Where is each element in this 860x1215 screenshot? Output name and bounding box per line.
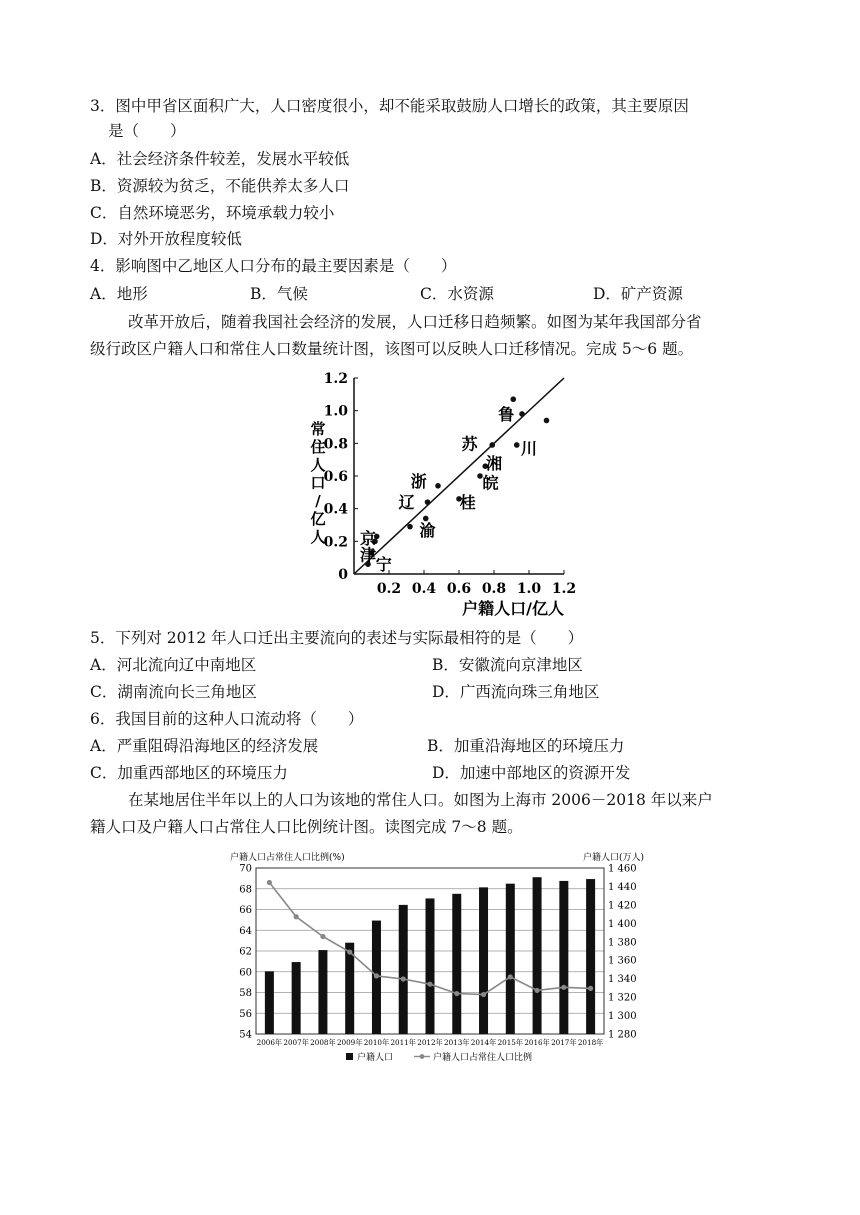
bar	[452, 894, 461, 1034]
y-axis-label: 亿	[310, 510, 326, 528]
y-axis-label: 人	[310, 456, 326, 474]
y-tick-label: 0.4	[323, 501, 348, 518]
right-tick-label: 1 460	[608, 863, 637, 875]
left-tick-label: 60	[239, 967, 252, 979]
data-point	[510, 396, 516, 402]
y-axis-label: 口	[310, 474, 326, 492]
x-tick-label: 0.8	[481, 581, 507, 597]
q5-option-b: B．安徽流向京津地区	[432, 656, 583, 674]
province-label: 皖	[482, 473, 499, 493]
intro78-line1: 在某地居住半年以上的人口为该地的常住人口。如图为上海市 2006－2018 年以来户	[128, 791, 713, 809]
q3-stem-line1: 3．图中甲省区面积广大，人口密度很小，却不能采取鼓励人口增长的政策，其主要原因	[90, 97, 689, 115]
ratio-point	[534, 988, 539, 993]
q6-option-b: B．加重沿海地区的环境压力	[427, 737, 625, 755]
data-point	[544, 418, 550, 424]
left-tick-label: 64	[239, 925, 252, 937]
x-tick-label: 2017年	[551, 1038, 577, 1047]
bar	[533, 877, 542, 1034]
x-tick-label: 2014年	[470, 1038, 497, 1047]
right-tick-label: 1 380	[608, 937, 637, 949]
ratio-point	[427, 982, 432, 987]
ratio-point	[320, 934, 325, 939]
x-tick-label: 2016年	[524, 1038, 550, 1047]
q6-option-a: A．严重阻碍沿海地区的经济发展	[90, 737, 319, 755]
x-tick-label: 2015年	[497, 1038, 524, 1047]
q4-option-a: A．地形	[90, 285, 148, 303]
right-tick-label: 1 420	[608, 900, 637, 912]
q4-option-c: C．水资源	[420, 285, 494, 303]
ratio-point	[588, 986, 593, 991]
y-tick-label: 0.8	[323, 436, 348, 453]
x-tick-label: 1.2	[551, 581, 577, 597]
x-tick-label: 1.0	[516, 581, 542, 597]
x-tick-label: 2006年	[256, 1038, 283, 1047]
ratio-point	[267, 880, 272, 885]
bar	[586, 879, 595, 1034]
q6-stem: 6．我国目前的这种人口流动将（ ）	[90, 710, 364, 728]
x-tick-label: 2018年	[577, 1038, 604, 1047]
data-point	[489, 442, 495, 448]
data-point	[435, 483, 441, 489]
diagonal-line	[354, 378, 564, 574]
bar	[292, 962, 301, 1034]
q4-option-b: B．气候	[250, 285, 308, 303]
q3-option-b: B．资源较为贫乏，不能供养太多人口	[90, 177, 350, 195]
intro56-line1: 改革开放后，随着我国社会经济的发展，人口迁移日趋频繁。如图为某年我国部分省	[128, 313, 702, 331]
y-tick-label: 0.6	[323, 469, 348, 485]
q6-option-c: C．加重西部地区的环境压力	[90, 764, 288, 782]
bar	[399, 905, 408, 1034]
right-tick-label: 1 280	[608, 1029, 637, 1041]
ratio-point	[454, 991, 459, 996]
y-axis-label: 住	[310, 438, 326, 456]
legend-line-label: 户籍人口占常住人口比例	[433, 1053, 533, 1063]
right-tick-label: 1 320	[608, 992, 637, 1004]
ratio-point	[401, 976, 406, 981]
data-point	[519, 411, 525, 417]
left-axis-title: 户籍人口占常住人口比例(%)	[230, 853, 345, 863]
data-point	[514, 442, 520, 448]
y-tick-label: 1.0	[323, 403, 348, 420]
y-axis-label: 人	[310, 528, 326, 546]
y-axis-label: 常	[310, 420, 326, 438]
ratio-point	[294, 914, 299, 919]
y-axis-label: /	[315, 492, 321, 510]
province-label: 宁	[375, 555, 392, 575]
x-tick-label: 2012年	[417, 1038, 443, 1047]
q4-stem: 4．影响图中乙地区人口分布的最主要因素是（ ）	[90, 257, 457, 275]
province-label: 苏	[461, 434, 478, 454]
province-label: 湘	[485, 453, 503, 473]
province-label: 辽	[398, 493, 415, 513]
ratio-point	[374, 973, 379, 978]
intro78-line2: 籍人口及户籍人口占常住人口比例统计图。读图完成 7～8 题。	[90, 818, 523, 836]
province-label: 京	[359, 529, 377, 549]
right-tick-label: 1 440	[608, 881, 637, 893]
legend-bar-label: 户籍人口	[357, 1053, 394, 1063]
q3-stem-line2: 是（ ）	[108, 122, 186, 140]
legend-bar-swatch	[346, 1053, 353, 1060]
q5-option-a: A．河北流向辽中南地区	[90, 656, 257, 674]
right-tick-label: 1 360	[608, 955, 637, 967]
x-tick-label: 2011年	[390, 1038, 416, 1047]
x-tick-label: 2007年	[283, 1038, 309, 1047]
ratio-point	[508, 974, 513, 979]
bar	[479, 887, 488, 1034]
intro56-line2: 级行政区户籍人口和常住人口数量统计图，该图可以反映人口迁移情况。完成 5～6 题。	[90, 340, 694, 358]
q3-option-a: A．社会经济条件较差，发展水平较低	[90, 150, 350, 168]
left-tick-label: 54	[239, 1029, 252, 1041]
ratio-point	[347, 949, 352, 954]
q5-stem: 5．下列对 2012 年人口迁出主要流向的表述与实际最相符的是（ ）	[90, 629, 584, 647]
province-label: 浙	[410, 471, 427, 491]
bar	[265, 971, 274, 1034]
q3-option-c: C．自然环境恶劣，环境承载力较小	[90, 204, 335, 222]
y-tick-label: 0	[338, 567, 348, 583]
y-tick-label: 1.2	[323, 371, 348, 387]
bar	[426, 898, 435, 1034]
x-tick-label: 2013年	[444, 1038, 470, 1047]
legend-line-marker	[420, 1054, 425, 1059]
x-tick-label: 0.2	[376, 581, 402, 597]
y-tick-label: 0.2	[323, 534, 348, 551]
right-tick-label: 1 300	[608, 1011, 637, 1023]
x-tick-label: 2010年	[363, 1038, 390, 1047]
province-label: 渝	[419, 520, 436, 540]
province-label: 津	[359, 545, 377, 565]
q5-option-c: C．湖南流向长三角地区	[90, 683, 257, 701]
bar	[559, 881, 568, 1034]
x-tick-label: 0.4	[411, 581, 437, 597]
province-label: 鲁	[498, 404, 515, 424]
right-tick-label: 1 340	[608, 974, 637, 986]
left-tick-label: 70	[239, 863, 252, 875]
right-axis-title: 户籍人口(万人)	[582, 853, 644, 863]
province-label: 桂	[459, 493, 476, 513]
left-tick-label: 66	[239, 905, 252, 916]
left-tick-label: 68	[239, 884, 252, 896]
x-tick-label: 2008年	[310, 1038, 336, 1047]
left-tick-label: 58	[239, 988, 252, 999]
x-tick-label: 2009年	[336, 1038, 363, 1047]
combo-chart	[228, 846, 648, 1070]
right-tick-label: 1 400	[608, 918, 637, 930]
left-tick-label: 62	[239, 946, 252, 958]
q6-option-d: D．加速中部地区的资源开发	[432, 764, 631, 782]
bar	[345, 943, 354, 1034]
left-tick-label: 56	[239, 1008, 252, 1020]
data-point	[425, 499, 431, 505]
ratio-point	[481, 992, 486, 997]
x-tick-label: 0.6	[446, 581, 472, 597]
x-axis-label: 户籍人口/亿人	[462, 599, 564, 618]
q4-option-d: D．矿产资源	[593, 285, 683, 303]
q3-option-d: D．对外开放程度较低	[90, 230, 242, 248]
province-label: 川	[520, 439, 538, 459]
scatter-chart	[300, 370, 600, 620]
bar	[318, 950, 327, 1034]
data-point	[407, 524, 413, 530]
q5-option-d: D．广西流向珠三角地区	[432, 683, 600, 701]
ratio-point	[561, 985, 566, 990]
bar	[506, 884, 515, 1034]
